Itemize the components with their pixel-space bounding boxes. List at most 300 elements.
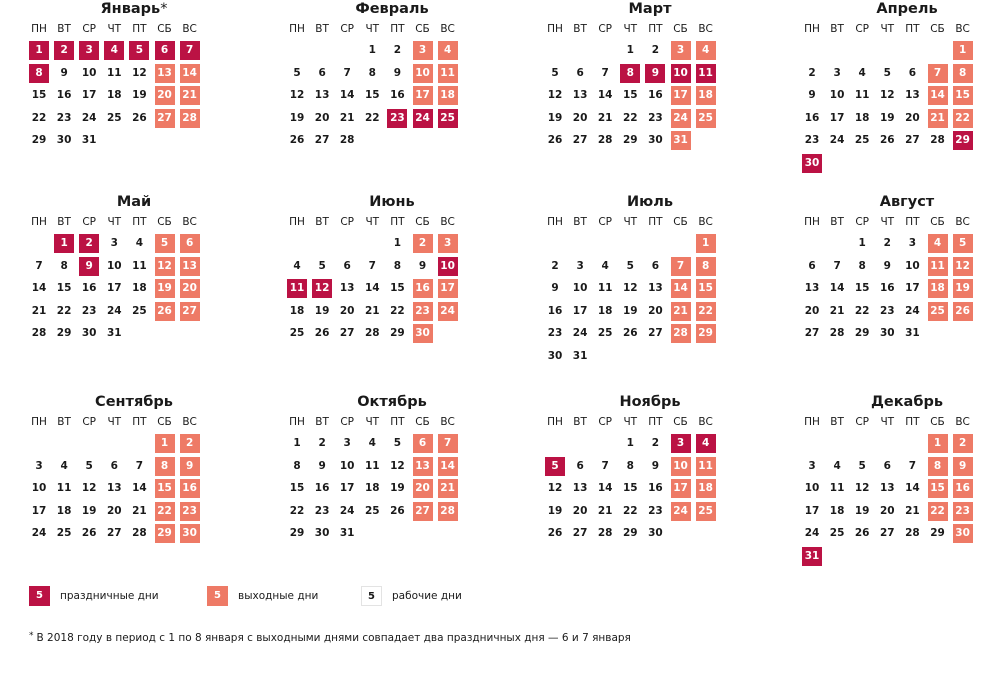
weekday-header: ВТ — [573, 23, 587, 35]
day-cell-work: 17 — [106, 282, 122, 294]
month-name: Апрель — [876, 1, 938, 17]
weekday-header: СР — [82, 416, 97, 428]
day-cell-weekend: 4 — [928, 234, 948, 253]
day-cell-work: 5 — [858, 459, 866, 472]
day-cell-work: 28 — [905, 527, 920, 539]
day-cell-work: 12 — [289, 89, 305, 101]
day-cell-weekend: 18 — [696, 86, 716, 105]
day-cell-work: 26 — [390, 504, 405, 517]
day-cell-weekend: 16 — [953, 479, 973, 498]
weekday-header: ЧТ — [880, 416, 895, 428]
weekday-header: ЧТ — [365, 216, 380, 228]
day-cell-weekend: 13 — [180, 257, 200, 276]
day-cell-work: 7 — [601, 66, 609, 79]
day-cell-work: 13 — [804, 282, 820, 294]
day-cell-work: 1 — [626, 44, 634, 56]
day-cell-work: 22 — [390, 304, 405, 317]
weekday-header: ПТ — [390, 416, 405, 428]
day-cell-work: 1 — [293, 437, 301, 449]
day-cell-weekend: 28 — [180, 109, 200, 128]
day-cell-weekend: 14 — [671, 279, 691, 298]
day-cell-work: 21 — [597, 504, 613, 517]
day-cell-weekend: 20 — [413, 479, 433, 498]
day-cell-work: 6 — [651, 259, 660, 272]
day-cell-work: 28 — [364, 327, 380, 339]
day-cell-work: 24 — [81, 111, 97, 124]
weekday-header: ВС — [182, 216, 197, 228]
day-cell-weekend: 18 — [696, 479, 716, 498]
day-cell-work: 8 — [60, 259, 68, 272]
day-cell-holiday: 10 — [438, 257, 458, 276]
day-cell-work: 29 — [930, 527, 945, 539]
month-name: Сентябрь — [95, 394, 173, 410]
day-cell-work: 15 — [289, 482, 305, 494]
weekday-header: ПТ — [905, 23, 920, 35]
day-cell-weekend: 10 — [671, 457, 691, 476]
day-cell-work: 16 — [56, 89, 72, 101]
day-cell-holiday: 3 — [671, 434, 691, 453]
day-cell-weekend: 18 — [928, 279, 948, 298]
day-cell-work: 6 — [318, 66, 326, 79]
day-cell-work: 10 — [81, 66, 97, 79]
weekday-header: ПТ — [648, 216, 663, 228]
day-cell-work: 11 — [106, 66, 122, 79]
weekday-header: ВТ — [830, 416, 844, 428]
day-cell-work: 4 — [293, 259, 301, 272]
day-cell-work: 18 — [854, 111, 870, 124]
weekday-header: ЧТ — [107, 416, 122, 428]
day-cell-weekend: 20 — [155, 86, 175, 105]
weekday-header: ВС — [698, 416, 713, 428]
day-cell-work: 19 — [622, 304, 638, 317]
day-cell-work: 4 — [833, 459, 841, 472]
month-title — [29, 0, 239, 18]
day-cell-holiday: 11 — [287, 279, 307, 298]
day-cell-weekend: 23 — [413, 302, 433, 321]
legend-holiday-swatch: 5 — [29, 586, 50, 606]
day-cell-weekend: 1 — [928, 434, 948, 453]
day-cell-work: 7 — [135, 459, 144, 472]
day-cell-weekend: 25 — [696, 502, 716, 521]
day-cell-work: 31 — [905, 327, 920, 339]
weekday-header: ПТ — [132, 216, 147, 228]
day-cell-weekend: 15 — [928, 479, 948, 498]
day-cell-weekend: 16 — [413, 279, 433, 298]
day-cell-work: 16 — [804, 111, 820, 124]
day-cell-weekend: 12 — [953, 257, 973, 276]
day-cell-weekend: 24 — [671, 109, 691, 128]
weekday-header: СР — [598, 216, 613, 228]
day-cell-work: 6 — [343, 259, 351, 272]
day-cell-work: 18 — [829, 504, 845, 517]
weekday-header: ПН — [804, 416, 820, 428]
day-cell-work: 18 — [289, 304, 305, 317]
day-cell-work: 11 — [597, 282, 613, 294]
day-cell-work: 12 — [390, 459, 405, 472]
day-cell-work: 10 — [572, 282, 588, 294]
day-cell-work: 13 — [572, 482, 588, 494]
day-cell-work: 15 — [364, 89, 380, 101]
day-cell-work: 13 — [106, 482, 122, 494]
day-cell-weekend: 30 — [413, 324, 433, 343]
legend-weekend-swatch: 5 — [207, 586, 228, 606]
weekday-header: СБ — [157, 416, 172, 428]
day-cell-work: 30 — [81, 327, 97, 339]
day-cell-work: 9 — [808, 89, 816, 101]
day-cell-work: 12 — [81, 482, 97, 494]
day-cell-weekend: 23 — [180, 502, 200, 521]
weekday-header: ВС — [955, 416, 970, 428]
day-cell-work: 25 — [364, 504, 380, 517]
day-cell-work: 5 — [85, 459, 93, 472]
weekday-header: ПТ — [648, 416, 663, 428]
day-cell-work: 23 — [56, 111, 72, 124]
day-cell-weekend: 17 — [438, 279, 458, 298]
day-cell-work: 6 — [908, 66, 917, 79]
day-cell-weekend: 17 — [413, 86, 433, 105]
day-cell-work: 10 — [31, 482, 47, 494]
weekday-header: СР — [855, 216, 870, 228]
day-cell-work: 24 — [829, 134, 845, 146]
day-cell-work: 20 — [106, 504, 122, 517]
day-cell-weekend: 30 — [180, 524, 200, 543]
day-cell-work: 19 — [854, 504, 870, 517]
weekday-header: ПН — [289, 216, 305, 228]
weekday-header: ВТ — [315, 23, 329, 35]
day-cell-work: 28 — [31, 327, 47, 339]
day-cell-work: 10 — [905, 259, 920, 272]
day-cell-work: 19 — [81, 504, 97, 517]
weekday-header: ВТ — [573, 416, 587, 428]
day-cell-work: 29 — [390, 327, 405, 339]
day-cell-weekend: 31 — [671, 131, 691, 150]
weekday-header: ВС — [440, 416, 455, 428]
day-cell-work: 6 — [576, 66, 584, 79]
day-cell-work: 25 — [289, 327, 305, 339]
day-cell-weekend: 21 — [671, 302, 691, 321]
day-cell-work: 27 — [648, 327, 663, 339]
day-cell-work: 11 — [854, 89, 870, 101]
day-cell-work: 27 — [314, 134, 330, 146]
day-cell-work: 29 — [622, 134, 638, 146]
weekday-header: ПН — [804, 216, 820, 228]
day-cell-work: 5 — [551, 66, 559, 79]
day-cell-work: 25 — [597, 327, 613, 339]
day-cell-weekend: 1 — [155, 434, 175, 453]
day-cell-work: 13 — [905, 89, 920, 101]
day-cell-holiday: 11 — [696, 64, 716, 83]
day-cell-weekend: 3 — [671, 41, 691, 60]
day-cell-weekend: 11 — [696, 457, 716, 476]
day-cell-work: 10 — [106, 259, 122, 272]
day-cell-weekend: 7 — [928, 64, 948, 83]
weekday-header: ПТ — [132, 416, 147, 428]
day-cell-work: 2 — [318, 437, 326, 449]
day-cell-work: 19 — [547, 504, 563, 517]
day-cell-holiday: 10 — [671, 64, 691, 83]
weekday-header: ВТ — [573, 216, 587, 228]
day-cell-work: 2 — [651, 44, 660, 56]
day-cell-work: 16 — [314, 482, 330, 494]
day-cell-holiday: 5 — [129, 41, 149, 60]
weekday-header: ВТ — [57, 416, 71, 428]
day-cell-work: 15 — [390, 282, 405, 294]
day-cell-work: 29 — [289, 527, 305, 539]
day-cell-work: 8 — [368, 66, 376, 79]
day-cell-work: 7 — [35, 259, 43, 272]
day-cell-work: 12 — [547, 89, 563, 101]
day-cell-holiday: 4 — [696, 434, 716, 453]
legend-weekend-label: выходные дни — [238, 590, 319, 602]
day-cell-weekend: 14 — [180, 64, 200, 83]
day-cell-weekend: 21 — [438, 479, 458, 498]
day-cell-work: 21 — [364, 304, 380, 317]
day-cell-work: 20 — [339, 304, 355, 317]
day-cell-work: 22 — [56, 304, 72, 317]
day-cell-holiday: 1 — [54, 234, 74, 253]
weekday-header: ЧТ — [880, 216, 895, 228]
day-cell-work: 10 — [829, 89, 845, 101]
day-cell-work: 8 — [293, 459, 301, 472]
day-cell-holiday: 2 — [54, 41, 74, 60]
weekday-header: СР — [598, 23, 613, 35]
day-cell-work: 6 — [110, 459, 118, 472]
day-cell-weekend: 26 — [953, 302, 973, 321]
day-cell-work: 28 — [597, 527, 613, 539]
day-cell-holiday: 12 — [312, 279, 332, 298]
legend-work-label: рабочие дни — [392, 590, 462, 602]
day-cell-work: 15 — [854, 282, 870, 294]
day-cell-work: 28 — [829, 327, 845, 339]
weekday-header: ПТ — [390, 216, 405, 228]
weekday-header: СБ — [415, 23, 430, 35]
footnote-text: В 2018 году в период с 1 по 8 января с выходными днями совпадает два праздничных дня — 6 и 7 января — [36, 632, 631, 644]
day-cell-work: 5 — [293, 66, 301, 79]
day-cell-work: 11 — [56, 482, 72, 494]
day-cell-weekend: 7 — [671, 257, 691, 276]
day-cell-weekend: 10 — [413, 64, 433, 83]
day-cell-weekend: 15 — [155, 479, 175, 498]
weekday-header: ПТ — [905, 216, 920, 228]
day-cell-holiday: 24 — [413, 109, 433, 128]
day-cell-work: 20 — [879, 504, 895, 517]
day-cell-work: 7 — [601, 459, 609, 472]
day-cell-work: 11 — [364, 459, 380, 472]
day-cell-weekend: 30 — [953, 524, 973, 543]
day-cell-weekend: 1 — [696, 234, 716, 253]
day-cell-holiday: 5 — [545, 457, 565, 476]
day-cell-work: 23 — [648, 111, 663, 124]
day-cell-work: 22 — [622, 111, 638, 124]
day-cell-weekend: 19 — [155, 279, 175, 298]
weekday-header: СР — [340, 23, 355, 35]
day-cell-work: 30 — [547, 349, 563, 362]
day-cell-weekend: 15 — [953, 86, 973, 105]
day-cell-work: 15 — [31, 89, 47, 101]
month-name: Декабрь — [870, 394, 944, 410]
day-cell-work: 26 — [547, 527, 563, 539]
day-cell-work: 9 — [551, 282, 559, 294]
day-cell-work: 17 — [804, 504, 820, 517]
day-cell-work: 22 — [289, 504, 305, 517]
legend-work-swatch: 5 — [361, 586, 382, 606]
day-cell-work: 9 — [318, 459, 326, 472]
day-cell-work: 13 — [314, 89, 330, 101]
day-cell-work: 20 — [648, 304, 663, 317]
weekday-header: ВС — [698, 216, 713, 228]
weekday-header: ВС — [698, 23, 713, 35]
day-cell-work: 3 — [808, 459, 816, 472]
day-cell-work: 28 — [339, 134, 355, 146]
footnote-mark: * — [29, 631, 34, 641]
day-cell-work: 19 — [132, 89, 147, 101]
day-cell-weekend: 13 — [413, 457, 433, 476]
day-cell-work: 4 — [601, 259, 609, 272]
day-cell-work: 31 — [572, 349, 588, 362]
day-cell-work: 3 — [110, 237, 118, 249]
weekday-header: ПТ — [648, 23, 663, 35]
day-cell-work: 3 — [343, 437, 351, 449]
day-cell-weekend: 3 — [413, 41, 433, 60]
day-cell-work: 12 — [879, 89, 895, 101]
weekday-header: СБ — [930, 23, 945, 35]
month-title — [802, 193, 1003, 211]
day-cell-weekend: 29 — [155, 524, 175, 543]
day-cell-work: 1 — [368, 44, 376, 56]
weekday-header: ВС — [440, 23, 455, 35]
day-cell-work: 19 — [547, 111, 563, 124]
day-cell-work: 22 — [31, 111, 47, 124]
weekday-header: ПТ — [132, 23, 147, 35]
day-cell-work: 18 — [597, 304, 613, 317]
day-cell-work: 28 — [597, 134, 613, 146]
day-cell-work: 6 — [576, 459, 584, 472]
day-cell-work: 7 — [908, 459, 917, 472]
day-cell-holiday: 2 — [79, 234, 99, 253]
day-cell-work: 27 — [339, 327, 355, 339]
day-cell-work: 17 — [905, 282, 920, 294]
day-cell-weekend: 14 — [438, 457, 458, 476]
day-cell-weekend: 21 — [928, 109, 948, 128]
day-cell-work: 30 — [314, 527, 330, 539]
day-cell-work: 26 — [622, 327, 638, 339]
day-cell-work: 17 — [81, 89, 97, 101]
day-cell-work: 1 — [393, 237, 402, 249]
day-cell-work: 17 — [31, 504, 47, 517]
day-cell-weekend: 3 — [438, 234, 458, 253]
day-cell-work: 13 — [879, 482, 895, 494]
day-cell-work: 5 — [883, 66, 891, 79]
day-cell-work: 24 — [572, 327, 588, 339]
day-cell-work: 14 — [31, 282, 47, 294]
day-cell-work: 13 — [339, 282, 355, 294]
day-cell-holiday: 25 — [438, 109, 458, 128]
month-name: Март — [628, 1, 672, 17]
weekday-header: ЧТ — [365, 23, 380, 35]
day-cell-work: 5 — [393, 437, 402, 449]
day-cell-work: 26 — [879, 134, 895, 146]
day-cell-holiday: 31 — [802, 547, 822, 566]
day-cell-weekend: 27 — [180, 302, 200, 321]
day-cell-weekend: 17 — [671, 479, 691, 498]
day-cell-work: 14 — [364, 282, 380, 294]
weekday-header: ВС — [955, 216, 970, 228]
day-cell-work: 21 — [905, 504, 920, 517]
day-cell-work: 17 — [572, 304, 588, 317]
day-cell-weekend: 22 — [696, 302, 716, 321]
day-cell-weekend: 18 — [438, 86, 458, 105]
weekday-header: СБ — [930, 216, 945, 228]
day-cell-work: 8 — [626, 459, 634, 472]
day-cell-work: 27 — [572, 527, 588, 539]
day-cell-work: 25 — [854, 134, 870, 146]
day-cell-holiday: 3 — [79, 41, 99, 60]
day-cell-holiday: 9 — [79, 257, 99, 276]
day-cell-work: 29 — [622, 527, 638, 539]
weekday-header: ПН — [31, 23, 47, 35]
weekday-header: ЧТ — [623, 416, 638, 428]
day-cell-weekend: 20 — [180, 279, 200, 298]
day-cell-work: 24 — [905, 304, 920, 317]
day-cell-work: 3 — [35, 459, 43, 472]
day-cell-weekend: 11 — [438, 64, 458, 83]
day-cell-work: 12 — [622, 282, 638, 294]
weekday-header: СР — [855, 416, 870, 428]
day-cell-work: 24 — [31, 527, 47, 539]
day-cell-weekend: 5 — [953, 234, 973, 253]
day-cell-work: 2 — [883, 237, 891, 249]
weekday-header: ПТ — [390, 23, 405, 35]
day-cell-weekend: 25 — [928, 302, 948, 321]
day-cell-work: 13 — [572, 89, 588, 101]
day-cell-work: 31 — [106, 327, 122, 339]
weekday-header: ЧТ — [623, 23, 638, 35]
day-cell-work: 26 — [132, 111, 147, 124]
day-cell-work: 19 — [314, 304, 330, 317]
day-cell-work: 25 — [132, 304, 147, 317]
day-cell-work: 16 — [547, 304, 563, 317]
day-cell-work: 27 — [879, 527, 895, 539]
day-cell-work: 25 — [829, 527, 845, 539]
day-cell-work: 27 — [905, 134, 920, 146]
day-cell-work: 20 — [572, 111, 588, 124]
weekday-header: СБ — [673, 23, 688, 35]
day-cell-weekend: 17 — [671, 86, 691, 105]
day-cell-weekend: 15 — [696, 279, 716, 298]
day-cell-work: 5 — [318, 259, 326, 272]
weekday-header: ВС — [955, 23, 970, 35]
month-name: Февраль — [355, 1, 429, 17]
day-cell-work: 3 — [833, 66, 841, 79]
month-name: Январь — [100, 1, 161, 17]
weekday-header: СБ — [157, 23, 172, 35]
weekday-header: ПТ — [905, 416, 920, 428]
day-cell-work: 19 — [390, 482, 405, 494]
weekday-header: СБ — [673, 216, 688, 228]
day-cell-work: 7 — [833, 259, 841, 272]
day-cell-work: 3 — [576, 259, 584, 272]
weekday-header: СБ — [673, 416, 688, 428]
day-cell-weekend: 22 — [155, 502, 175, 521]
day-cell-work: 8 — [393, 259, 402, 272]
weekday-header: ЧТ — [365, 416, 380, 428]
day-cell-holiday: 23 — [387, 109, 407, 128]
day-cell-work: 4 — [858, 66, 866, 79]
month-title — [287, 193, 497, 211]
day-cell-weekend: 19 — [953, 279, 973, 298]
day-cell-work: 26 — [314, 327, 330, 339]
weekday-header: ПН — [547, 23, 563, 35]
